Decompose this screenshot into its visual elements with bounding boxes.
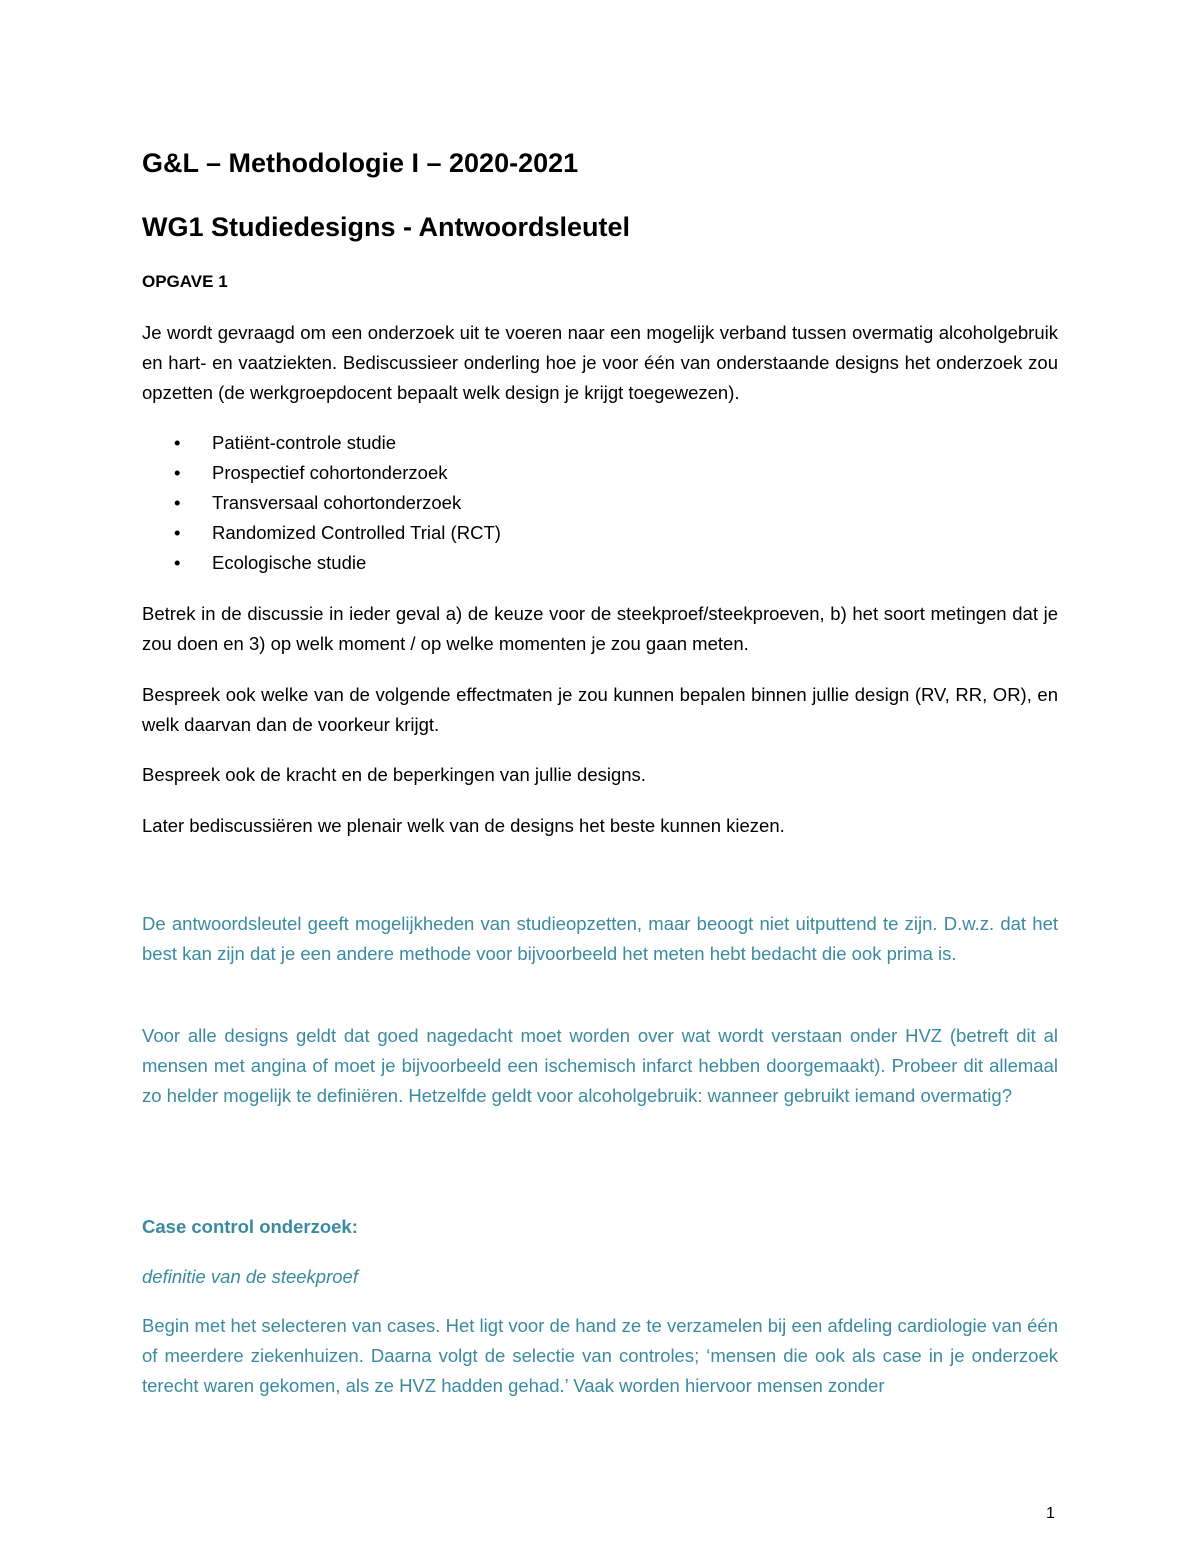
answer-intro-paragraph: De antwoordsleutel geeft mogelijkheden van studieopzetten, maar beoogt niet uitputtend te zijn. D.w.z. dat het best kan zijn dat je een andere methode voor bijvoorbeeld het meten hebt bedacht die ook prima is. [142, 913, 1058, 964]
discussion-paragraph: Betrek in de discussie in ieder geval a) de keuze voor de steekproef/steekproeven, b) het soort metingen dat je zou doen en 3) op welk moment / op welke momenten je zou gaan meten. [142, 603, 1058, 654]
section-heading [142, 272, 1058, 292]
intro-paragraph: Je wordt gevraagd om een onderzoek uit te voeren naar een mogelijk verband tussen overmatig alcoholgebruik en hart- en vaatziekten. Bediscussieer onderling hoe je voor één van onderstaande designs het onderzoek zou opzetten (de werkgroepdocent bepaalt welk design je krijgt toegewezen). [142, 322, 1058, 403]
list-item: • Ecologische studie [142, 548, 1058, 578]
later-paragraph: Later bediscussiëren we plenair welk van de designs het beste kunnen kiezen. [142, 815, 785, 836]
answer-designs-paragraph: Voor alle designs geldt dat goed nagedacht moet worden over wat wordt verstaan onder HVZ (betreft dit al mensen met angina of moet je bijvoorbeeld een ischemisch infarct hebben doorgemaakt). Probeer dit allemaal zo helder mogelijk te definiëren. Hetzelfde geldt voor alcoholgebruik: wanneer gebruikt iemand overmatig? [142, 1025, 1058, 1106]
page-number: 1 [1046, 1505, 1055, 1522]
answer-intro-block [142, 909, 1058, 969]
sample-definition-block [142, 1262, 1058, 1292]
bullet-icon: • [174, 552, 181, 573]
document-subtitle [142, 210, 1058, 244]
bullet-icon: • [174, 492, 181, 513]
case-control-paragraph-block [142, 1311, 1058, 1401]
bullet-icon: • [174, 462, 181, 483]
list-item: • Transversaal cohortonderzoek [142, 488, 1058, 518]
case-control-paragraph: Begin met het selecteren van cases. Het ligt voor de hand ze te verzamelen bij een afdeling cardiologie van één of meerdere ziekenhuizen. Daarna volgt de selectie van controles; ‘mensen die ook als case in je onderzoek terecht waren gekomen, als ze HVZ hadden gehad.’ Vaak worden hiervoor mensen zonder [142, 1315, 1058, 1396]
effect-block [142, 680, 1058, 740]
intro-block [142, 318, 1058, 408]
designs-list-block [142, 428, 1058, 578]
subtitle-heading: WG1 Studiedesigns - Antwoordsleutel [142, 212, 631, 242]
title-heading: G&L – Methodologie I – 2020-2021 [142, 148, 579, 178]
discussion-block [142, 599, 1058, 659]
list-item: • Randomized Controlled Trial (RCT) [142, 518, 1058, 548]
strength-block [142, 760, 1058, 790]
case-control-heading-block [142, 1212, 1058, 1242]
designs-list [142, 428, 1058, 578]
sample-definition-heading: definitie van de steekproef [142, 1266, 358, 1287]
answer-designs-block [142, 1021, 1058, 1111]
document-title [142, 146, 1058, 180]
bullet-icon: • [174, 432, 181, 453]
list-item: • Prospectief cohortonderzoek [142, 458, 1058, 488]
later-block [142, 811, 1058, 841]
effect-paragraph: Bespreek ook welke van de volgende effectmaten je zou kunnen bepalen binnen jullie design (RV, RR, OR), en welk daarvan dan de voorkeur krijgt. [142, 684, 1058, 735]
opgave-heading: OPGAVE 1 [142, 272, 228, 291]
case-control-heading: Case control onderzoek: [142, 1216, 358, 1237]
strength-paragraph: Bespreek ook de kracht en de beperkingen van jullie designs. [142, 764, 646, 785]
list-item: • Patiënt-controle studie [142, 428, 1058, 458]
bullet-icon: • [174, 522, 181, 543]
